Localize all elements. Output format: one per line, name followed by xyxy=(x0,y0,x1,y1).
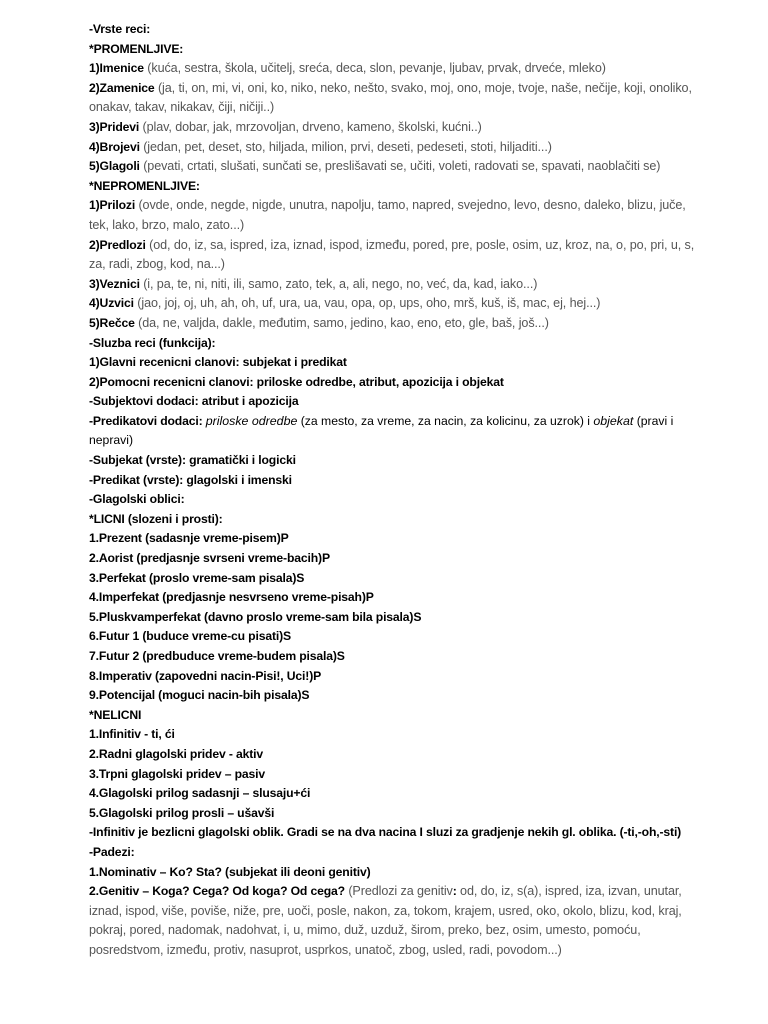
bold-text: 2)Predlozi xyxy=(89,237,146,252)
bold-text: 5.Pluskvamperfekat (davno proslo vreme-sam bila pisala)S xyxy=(89,609,422,624)
text-line xyxy=(89,59,707,79)
plain-text: (da, ne, valjda, dakle, međutim, samo, jedino, kao, eno, eto, gle, baš, još...) xyxy=(134,315,549,330)
bold-text: -Vrste reci: xyxy=(89,22,151,36)
text-line xyxy=(89,275,707,295)
bold-text: 2)Pomocni recenicni clanovi: priloske odredbe, atribut, apozicija i objekat xyxy=(89,374,504,389)
text-line xyxy=(89,804,707,824)
plain-text: (jedan, pet, deset, sto, hiljada, milion, prvi, deseti, pedeseti, stoti, hiljaditi...) xyxy=(139,139,552,154)
text-line xyxy=(89,686,707,706)
bold-text: *PROMENLJIVE: xyxy=(89,41,184,56)
plain-text: (pravi i nepravi) xyxy=(89,413,674,448)
bold-text: : xyxy=(452,884,457,899)
bold-text: 3)Veznici xyxy=(89,276,140,291)
plain-text: od, do, iz, s(a), ispred, iza, izvan, unutar, iznad, ispod, više, poviše, niže, pre, uoči, posle, nakon, za, tokom, krajem, usred, oko, okolo, blizu, kod, kraj, pokraj, pored, nadomak, nadohvat, i, u, mimo, duž, uzduž, širom, preko, bez, osim, umesto, pomoću, posredstvom, između, protiv, nasuprot, usprkos, unatoč, zbog, usled, radi, povodom...) xyxy=(89,884,682,957)
bold-text: 5)Glagoli xyxy=(89,159,140,174)
bold-text: 1)Imenice xyxy=(89,61,144,76)
text-line xyxy=(89,863,707,883)
bold-text: 5.Glagolski prilog prosli – ušavši xyxy=(89,805,275,820)
bold-text: 8.Imperativ (zapovedni nacin-Pisi!, Uci!)P xyxy=(89,668,322,683)
bold-text: 7.Futur 2 (predbuduce vreme-budem pisala)S xyxy=(89,649,345,663)
text-line xyxy=(89,157,707,177)
bold-text: 9.Potencijal (moguci nacin-bih pisala)S xyxy=(89,688,310,703)
bold-text: 4.Glagolski prilog sadasnji – slusaju+ći xyxy=(89,786,311,801)
bold-text: 3.Trpni glagolski pridev – pasiv xyxy=(89,766,266,781)
text-line xyxy=(89,196,707,235)
bold-text: 1.Nominativ – Ko? Sta? (subjekat ili deoni genitiv) xyxy=(89,864,371,879)
plain-text: (pevati, crtati, slušati, sunčati se, preslišavati se, učiti, voleti, radovati se, spavati, naoblačiti se) xyxy=(139,159,661,174)
text-line xyxy=(89,569,707,589)
bold-text: -Sluzba reci (funkcija): xyxy=(89,335,216,350)
bold-text: -Infinitiv je bezlicni glagolski oblik. Gradi se na dva nacina I sluzi za gradjenje nekih gl. oblika. (-ti,-oh,-sti) xyxy=(89,825,682,840)
plain-text: (plav, dobar, jak, mrzovoljan, drveno, kameno, školski, kućni..) xyxy=(139,119,482,134)
text-line xyxy=(89,588,707,608)
text-line xyxy=(89,725,707,745)
text-line xyxy=(89,40,707,60)
bold-text: -Subjekat (vrste): gramatički i logicki xyxy=(89,453,296,468)
text-line xyxy=(89,667,707,687)
bold-text: 4)Uzvici xyxy=(89,296,134,311)
bold-text: 2)Zamenice xyxy=(89,80,155,95)
bold-text: -Subjektovi dodaci: atribut i apozicija xyxy=(89,394,299,409)
text-line xyxy=(89,608,707,628)
italic-text: objekat xyxy=(593,413,634,428)
text-line xyxy=(89,177,707,197)
bold-text: 4)Brojevi xyxy=(89,139,140,154)
bold-text: *NELICNI xyxy=(89,707,142,722)
bold-text: 2.Aorist (predjasnje svrseni vreme-bacih)P xyxy=(89,551,330,566)
bold-text: 2.Genitiv – Koga? Cega? Od koga? Od cega? xyxy=(89,884,345,899)
bold-text: 1.Prezent (sadasnje vreme-pisem)P xyxy=(89,531,289,546)
text-line xyxy=(89,882,707,960)
text-line xyxy=(89,784,707,804)
bold-text: *LICNI (slozeni i prosti): xyxy=(89,511,223,526)
bold-text: 1.Infinitiv - ti, ći xyxy=(89,727,175,742)
text-line xyxy=(89,138,707,158)
plain-text: (Predlozi za genitiv xyxy=(344,884,453,899)
text-line xyxy=(89,706,707,726)
text-line xyxy=(89,549,707,569)
text-line xyxy=(89,79,707,118)
bold-text: -Glagolski oblici: xyxy=(89,492,185,507)
plain-text: (jao, joj, oj, uh, ah, oh, uf, ura, ua, vau, opa, op, ups, oho, mrš, kuš, iš, mac, ej, hej...) xyxy=(133,296,601,311)
text-line xyxy=(89,451,707,471)
bold-text: -Predikatovi dodaci: xyxy=(89,413,206,428)
bold-text: -Predikat (vrste): glagolski i imenski xyxy=(89,472,292,487)
bold-text: *NEPROMENLJIVE: xyxy=(89,178,200,193)
text-line xyxy=(89,353,707,373)
plain-text: (kuća, sestra, škola, učitelj, sreća, deca, slon, pevanje, ljubav, prvak, drveće, mleko) xyxy=(143,61,606,76)
text-line xyxy=(89,765,707,785)
plain-text: (ovde, onde, negde, nigde, unutra, napolju, tamo, napred, svejedno, levo, desno, daleko, blizu, juče, tek, lako, brzo, malo, zato...) xyxy=(89,198,686,232)
text-line xyxy=(89,334,707,354)
plain-text: (od, do, iz, sa, ispred, iza, iznad, ispod, između, pored, pre, posle, osim, uz, kroz, na, o, po, pri, u, s, za, radi, zbog, kod, na...) xyxy=(89,237,695,272)
text-line xyxy=(89,490,707,510)
text-line xyxy=(89,118,707,138)
plain-text: (i, pa, te, ni, niti, ili, samo, zato, tek, a, ali, nego, no, već, da, kad, iako...) xyxy=(139,276,538,291)
bold-text: -Padezi: xyxy=(89,844,135,859)
italic-text: priloske odredbe xyxy=(205,413,298,428)
text-line xyxy=(89,647,707,667)
bold-text: 1)Prilozi xyxy=(89,198,136,213)
bold-text: 3)Pridevi xyxy=(89,119,140,134)
text-line xyxy=(89,843,707,863)
bold-text: 2.Radni glagolski pridev - aktiv xyxy=(89,746,264,761)
text-line xyxy=(89,314,707,334)
bold-text: 1)Glavni recenicni clanovi: subjekat i predikat xyxy=(89,355,347,370)
plain-text: (ja, ti, on, mi, vi, oni, ko, niko, neko, nešto, svako, moj, ono, moje, tvoje, naše, nečije, koji, onoliko, onakav, takav, nikakav, čiji, ničiji..) xyxy=(89,80,692,115)
text-line xyxy=(89,627,707,647)
text-line xyxy=(89,294,707,314)
document-page xyxy=(89,20,707,961)
text-line xyxy=(89,412,707,451)
text-line xyxy=(89,20,707,40)
text-line xyxy=(89,236,707,275)
bold-text: 6.Futur 1 (buduce vreme-cu pisati)S xyxy=(89,629,291,644)
bold-text: 3.Perfekat (proslo vreme-sam pisala)S xyxy=(89,570,305,585)
bold-text: 5)Rečce xyxy=(89,315,135,330)
text-line xyxy=(89,471,707,491)
text-line xyxy=(89,529,707,549)
text-line xyxy=(89,373,707,393)
text-line xyxy=(89,510,707,530)
text-line xyxy=(89,392,707,412)
text-line xyxy=(89,745,707,765)
bold-text: 4.Imperfekat (predjasnje nesvrseno vreme-pisah)P xyxy=(89,590,374,605)
text-line xyxy=(89,823,707,843)
plain-text: (za mesto, za vreme, za nacin, za kolicinu, za uzrok) i xyxy=(297,413,594,428)
